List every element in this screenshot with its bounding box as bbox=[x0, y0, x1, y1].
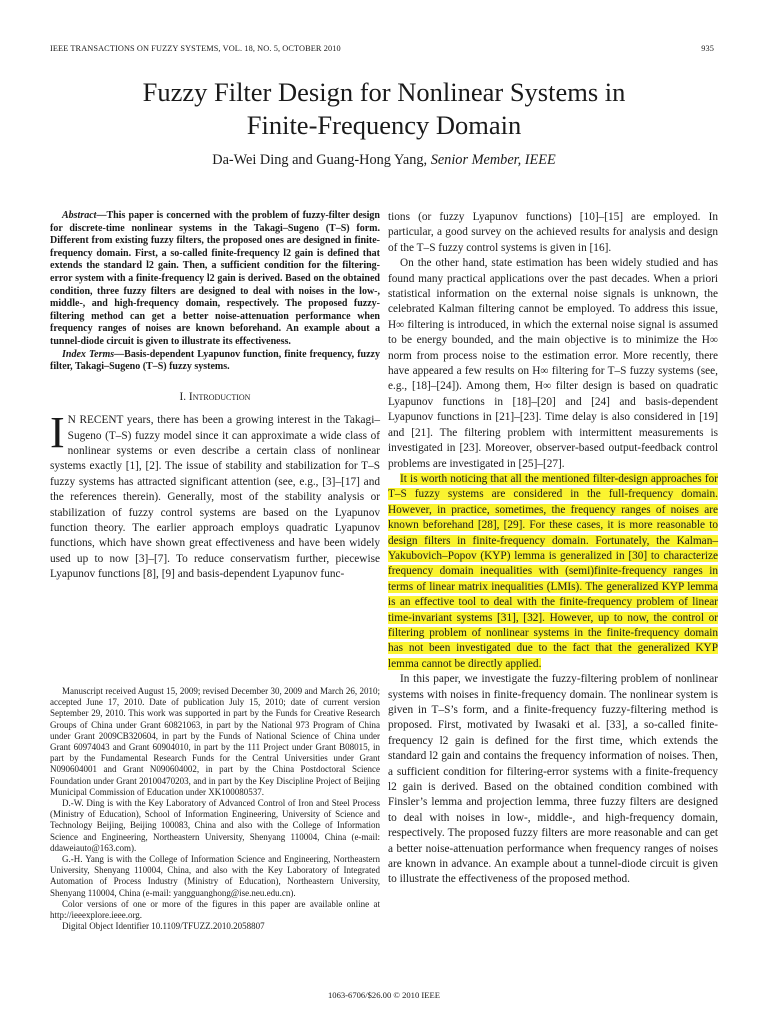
drop-cap: I bbox=[50, 408, 65, 458]
title-line-2: Finite-Frequency Domain bbox=[246, 110, 522, 140]
right-paragraph-2: On the other hand, state estimation has been widely studied and has found many practical applications over the past decades. When a priori statistical information on the external noise signals is unknown, the celebrated Kalman filtering cannot be employed. To address this issue, H∞ filtering is introduced, in which the external noise signal is assumed to be energy bounded, and the main objective is to minimize the H∞ norm from process noise to the estimation error. More recently, there have appeared a few results on H∞ filtering for T–S fuzzy systems (see, e.g., [18]–[24]). Among them, H∞ filter design is based on quadratic Lyapunov functions in [18]–[20] and [24] and basis-dependent Lyapunov functions in [21]–[23]. Time delay is also considered in [19] and [21]. The filtering problem with intermittent measurements is investigated in [23]. Moreover, observer-based output-feedback control problems are investigated in [25]–[27]. bbox=[388, 257, 718, 470]
index-terms-lead: Index Terms bbox=[62, 348, 115, 360]
section-heading: I. Introduction bbox=[179, 390, 251, 403]
running-head bbox=[50, 44, 714, 53]
footnote-doi: Digital Object Identifier 10.1109/TFUZZ.2010.2058807 bbox=[62, 921, 265, 932]
author-membership: Senior Member, IEEE bbox=[430, 152, 556, 168]
left-column bbox=[50, 210, 380, 583]
right-paragraph-1: tions (or fuzzy Lyapunov functions) [10]–[15] are employed. In particular, a good survey on the achieved results for analysis and design of the T–S fuzzy control systems is given in [16]. bbox=[388, 211, 718, 254]
intro-paragraph bbox=[50, 408, 380, 582]
paper-title bbox=[40, 76, 728, 142]
footnote-author-yang: G.-H. Yang is with the College of Information Science and Engineering, Northeastern University, Shenyang 110004, China, and also with the Key Laboratory of Integrated Automation of Process Industry (Ministry of Education), Northeastern University, Shenyang 110004, China (e-mail: yangguanghong@ise.neu.edu.cn). bbox=[50, 854, 380, 898]
footnote-manuscript: Manuscript received August 15, 2009; revised December 30, 2009 and March 26, 2010; accepted June 17, 2010. Date of publication July 15, 2010; date of current version September 29, 2010. This work was supported in part by the Funds for Creative Research Groups of China under Grant 60821063, in part by the National 973 Program of China under Grant 2009CB320604, in part by the Funds of National Science of China under Grant 60974043 and Grant 60904010, in part by the 111 Project under Grant B08015, in part by the Fundamental Research Funds for the Central Universities under Grant N090604001 and Grant N090604002, in part by the China Postdoctoral Science Foundation under Grant 20100470203, and in part by the Key Discipline Project of Beijing Municipal Commission of Education under XK100080537. bbox=[50, 686, 380, 797]
index-terms bbox=[50, 349, 380, 374]
footnote-color-versions: Color versions of one or more of the figures in this paper are available online at http://ieeexplore.ieee.org. bbox=[50, 898, 380, 921]
footnote-author-ding: D.-W. Ding is with the Key Laboratory of Advanced Control of Iron and Steel Process (Ministry of Education), School of Information Engineering, University of Science and Technology Beijing, Beijing 100083, China and also with the College of Information Science and Engineering, Northeastern University, Shenyang 110004, China (e-mail: ddaweiauto@163.com). bbox=[50, 798, 380, 853]
right-paragraph-4: In this paper, we investigate the fuzzy-filtering problem of nonlinear systems with noises in finite-frequency domain. The nonlinear system is given in T–S’s form, and a finite-frequency fuzzy-filtering method is proposed. First, motivated by Iwasaki et al. [33], a so-called finite-frequency l2 gain is defined for the first time, which extends the standard l2 gain and contains the frequency information of noises. Then, a sufficient condition for filtering-error systems with a finite-frequency l2 gain is derived. Based on the obtained condition combined with Finsler’s lemma and projection lemma, three fuzzy filters are designed to deal with noises in low-, middle-, and high-frequency domain, respectively. The proposed fuzzy filters are more reasonable and can get a better noise-attenuation performance when frequency ranges of noises are known in advance. An example about a tunnel-diode circuit is given to illustrate the effectiveness of the proposed method. bbox=[388, 673, 718, 886]
right-column bbox=[388, 210, 718, 888]
index-terms-body: —Basis-dependent Lyapunov function, finite frequency, fuzzy filter, Takagi–Sugeno (T–S) fuzzy systems. bbox=[50, 348, 380, 373]
highlighted-passage: It is worth noticing that all the mentioned filter-design approaches for T–S fuzzy systems are considered in the full-frequency domain. However, in practice, sometimes, the frequency ranges of noises are known beforehand [28], [29]. For these cases, it is more reasonable to design filters in finite-frequency domain. Fortunately, the Kalman–Yakubovich–Popov (KYP) lemma is generalized in [30] to characterize frequency domain inequalities with (semi)finite-frequency ranges in terms of linear matrix inequalities (LMIs). The generalized KYP lemma is an effective tool to deal with the finite-frequency problem of linear time-invariant systems [31], [32]. However, up to now, the control or filtering problem of nonlinear systems in the finite-frequency domain has not been investigated due to the fact that the generalized KYP lemma cannot be directly applied. bbox=[388, 472, 718, 670]
right-paragraph-3 bbox=[388, 472, 718, 672]
abstract bbox=[50, 210, 380, 349]
abstract-lead: Abstract bbox=[62, 210, 97, 221]
journal-info: IEEE TRANSACTIONS ON FUZZY SYSTEMS, VOL. 18, NO. 5, OCTOBER 2010 bbox=[50, 44, 341, 53]
title-line-1: Fuzzy Filter Design for Nonlinear Systems in bbox=[142, 77, 626, 107]
copyright-footer: 1063-6706/$26.00 © 2010 IEEE bbox=[327, 990, 441, 1000]
intro-text: N RECENT years, there has been a growing interest in the Takagi–Sugeno (T–S) fuzzy model since it can approximate a wide class of nonlinear systems or even describe a certain class of nonlinear systems exactly [1], [2]. The issue of stability and stabilization for T–S fuzzy systems has attracted significant attention (see, e.g., [3]–[17] and the references therein). Generally, most of the stability analysis or stabilization of fuzzy control systems are based on the Lyapunov function theory. The earlier approach employs quadratic Lyapunov functions, which have shown great effectiveness and have been widely used up to now [3]–[7]. To reduce conservatism further, piecewise Lyapunov functions [8], [9] and basis-dependent Lyapunov func- bbox=[50, 414, 380, 581]
author-names: Da-Wei Ding and Guang-Hong Yang, bbox=[212, 152, 428, 168]
abstract-body: —This paper is concerned with the problem of fuzzy-filter design for discrete-time nonlinear systems in the Takagi–Sugeno (T–S) form. Different from existing fuzzy filters, the proposed ones are designed in finite-frequency domain. First, a so-called finite-frequency l2 gain is defined that extends the standard l2 gain. Then, a sufficient condition for the filtering-error system with a finite-frequency l2 gain is derived. Based on the obtained condition, three fuzzy filters are designed to deal with noises in the low-, middle-, and high-frequency domain, respectively. The proposed fuzzy-filtering method can get a better noise-attenuation performance when frequency ranges of noises are known beforehand. An example about a tunnel-diode circuit is given to illustrate its effectiveness. bbox=[50, 210, 380, 347]
authors bbox=[40, 152, 728, 169]
footnotes bbox=[50, 686, 380, 932]
page-number: 935 bbox=[701, 44, 714, 53]
